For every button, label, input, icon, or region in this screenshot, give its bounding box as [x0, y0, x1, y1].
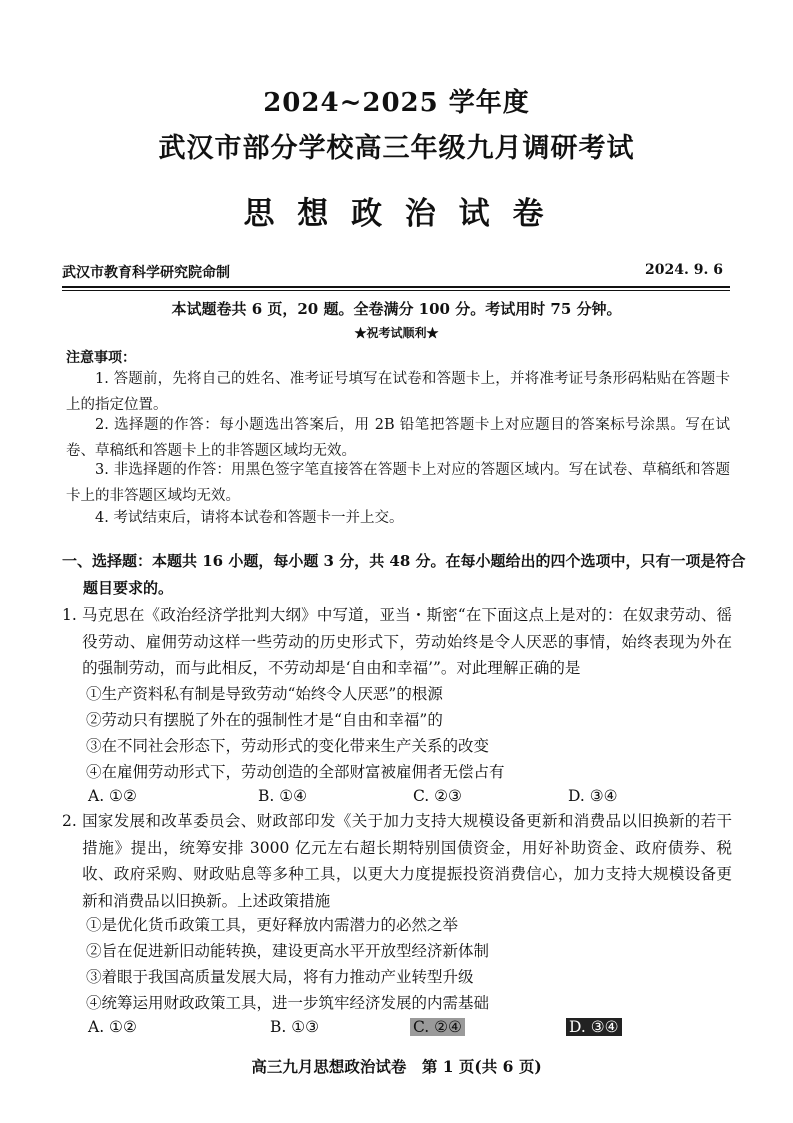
- question-2-choice-a: A. ①②: [88, 1018, 137, 1036]
- question-2-option: ③着眼于我国高质量发展大局，将有力推动产业转型升级: [86, 968, 474, 986]
- academic-year-title: 2024~2025 学年度: [263, 88, 530, 118]
- question-1-option: ①生产资料私有制是导致劳动“始终令人厌恶”的根源: [86, 685, 443, 703]
- question-2-option: ④统筹运用财政政策工具，进一步筑牢经济发展的内需基础: [86, 994, 490, 1012]
- notice-item: 4. 考试结束后，请将本试卷和答题卡一并上交。: [95, 510, 404, 526]
- question-1-choice-a: A. ①②: [88, 787, 137, 805]
- section-heading: 一、选择题：本题共 16 小题，每小题 3 分，共 48 分。在每小题给出的四个选项中，只有一项是符合题目要求的。: [62, 552, 746, 597]
- page-footer: 高三九月思想政治试卷 第 1 页(共 6 页): [251, 1057, 542, 1076]
- question-1-choice-b: B. ①④: [258, 787, 308, 805]
- question-1-stem: 1. 马克思在《政治经济学批判大纲》中写道，亚当・斯密“在下面这点上是对的：在奴隶劳动、徭役劳动、雇佣劳动这样一些劳动的历史形式下，劳动始终是令人厌恶的事情，始终表现为外在的强制劳动，而与此相反，不劳动却是‘自由和幸福’”。对此理解正确的是: [62, 606, 732, 677]
- exam-date: 2024. 9. 6: [645, 262, 723, 278]
- header-rule-thin: [62, 290, 730, 291]
- question-1-option: ④在雇佣劳动形式下，劳动创造的全部财富被雇佣者无偿占有: [86, 763, 505, 781]
- notice-item: 2. 选择题的作答：每小题选出答案后，用 2B 铅笔把答题卡上对应题目的答案标号涂黑。写在试卷、草稿纸和答题卡上的非答题区域均无效。: [66, 417, 730, 459]
- question-1-option: ②劳动只有摆脱了外在的强制性才是“自由和幸福”的: [86, 711, 443, 729]
- notice-item: 1. 答题前，先将自己的姓名、准考证号填写在试卷和答题卡上，并将准考证号条形码粘贴在答题卡上的指定位置。: [66, 371, 730, 413]
- question-1-option: ③在不同社会形态下，劳动形式的变化带来生产关系的改变: [86, 737, 490, 755]
- exam-title: 武汉市部分学校高三年级九月调研考试: [158, 133, 635, 164]
- notice-item: 3. 非选择题的作答：用黑色签字笔直接答在答题卡上对应的答题区域内。写在试卷、草稿纸和答题卡上的非答题区域均无效。: [66, 462, 730, 504]
- question-2-choice-c: C. ②④: [410, 1018, 465, 1036]
- question-2-option: ②旨在促进新旧动能转换，建设更高水平开放型经济新体制: [86, 942, 490, 960]
- question-2-option: ①是优化货币政策工具，更好释放内需潜力的必然之举: [86, 916, 459, 934]
- header-rule-thick: [62, 286, 730, 288]
- notice-heading: 注意事项：: [66, 350, 136, 366]
- question-2-choice-b: B. ①③: [270, 1018, 320, 1036]
- question-1-choice-d: D. ③④: [568, 787, 618, 805]
- subject-title: 思 想 政 治 试 卷: [243, 196, 550, 232]
- issuer-label: 武汉市教育科学研究院命制: [62, 265, 230, 281]
- question-1-choice-c: C. ②③: [413, 787, 462, 805]
- question-2-choice-d: D. ③④: [566, 1018, 622, 1036]
- question-2-stem: 2. 国家发展和改革委员会、财政部印发《关于加力支持大规模设备更新和消费品以旧换新的若干措施》提出，统筹安排 3000 亿元左右超长期特别国债资金，用好补助资金、政府债券、税收、政府采购、财政贴息等多种工具，以更大力度提振投资消费信心，加力支持大规模设备更新和消费品以旧换新。上述政策措施: [62, 812, 732, 910]
- exam-intro: 本试题卷共 6 页，20 题。全卷满分 100 分。考试用时 75 分钟。: [171, 300, 622, 318]
- good-luck-line: ★祝考试顺利★: [354, 326, 439, 340]
